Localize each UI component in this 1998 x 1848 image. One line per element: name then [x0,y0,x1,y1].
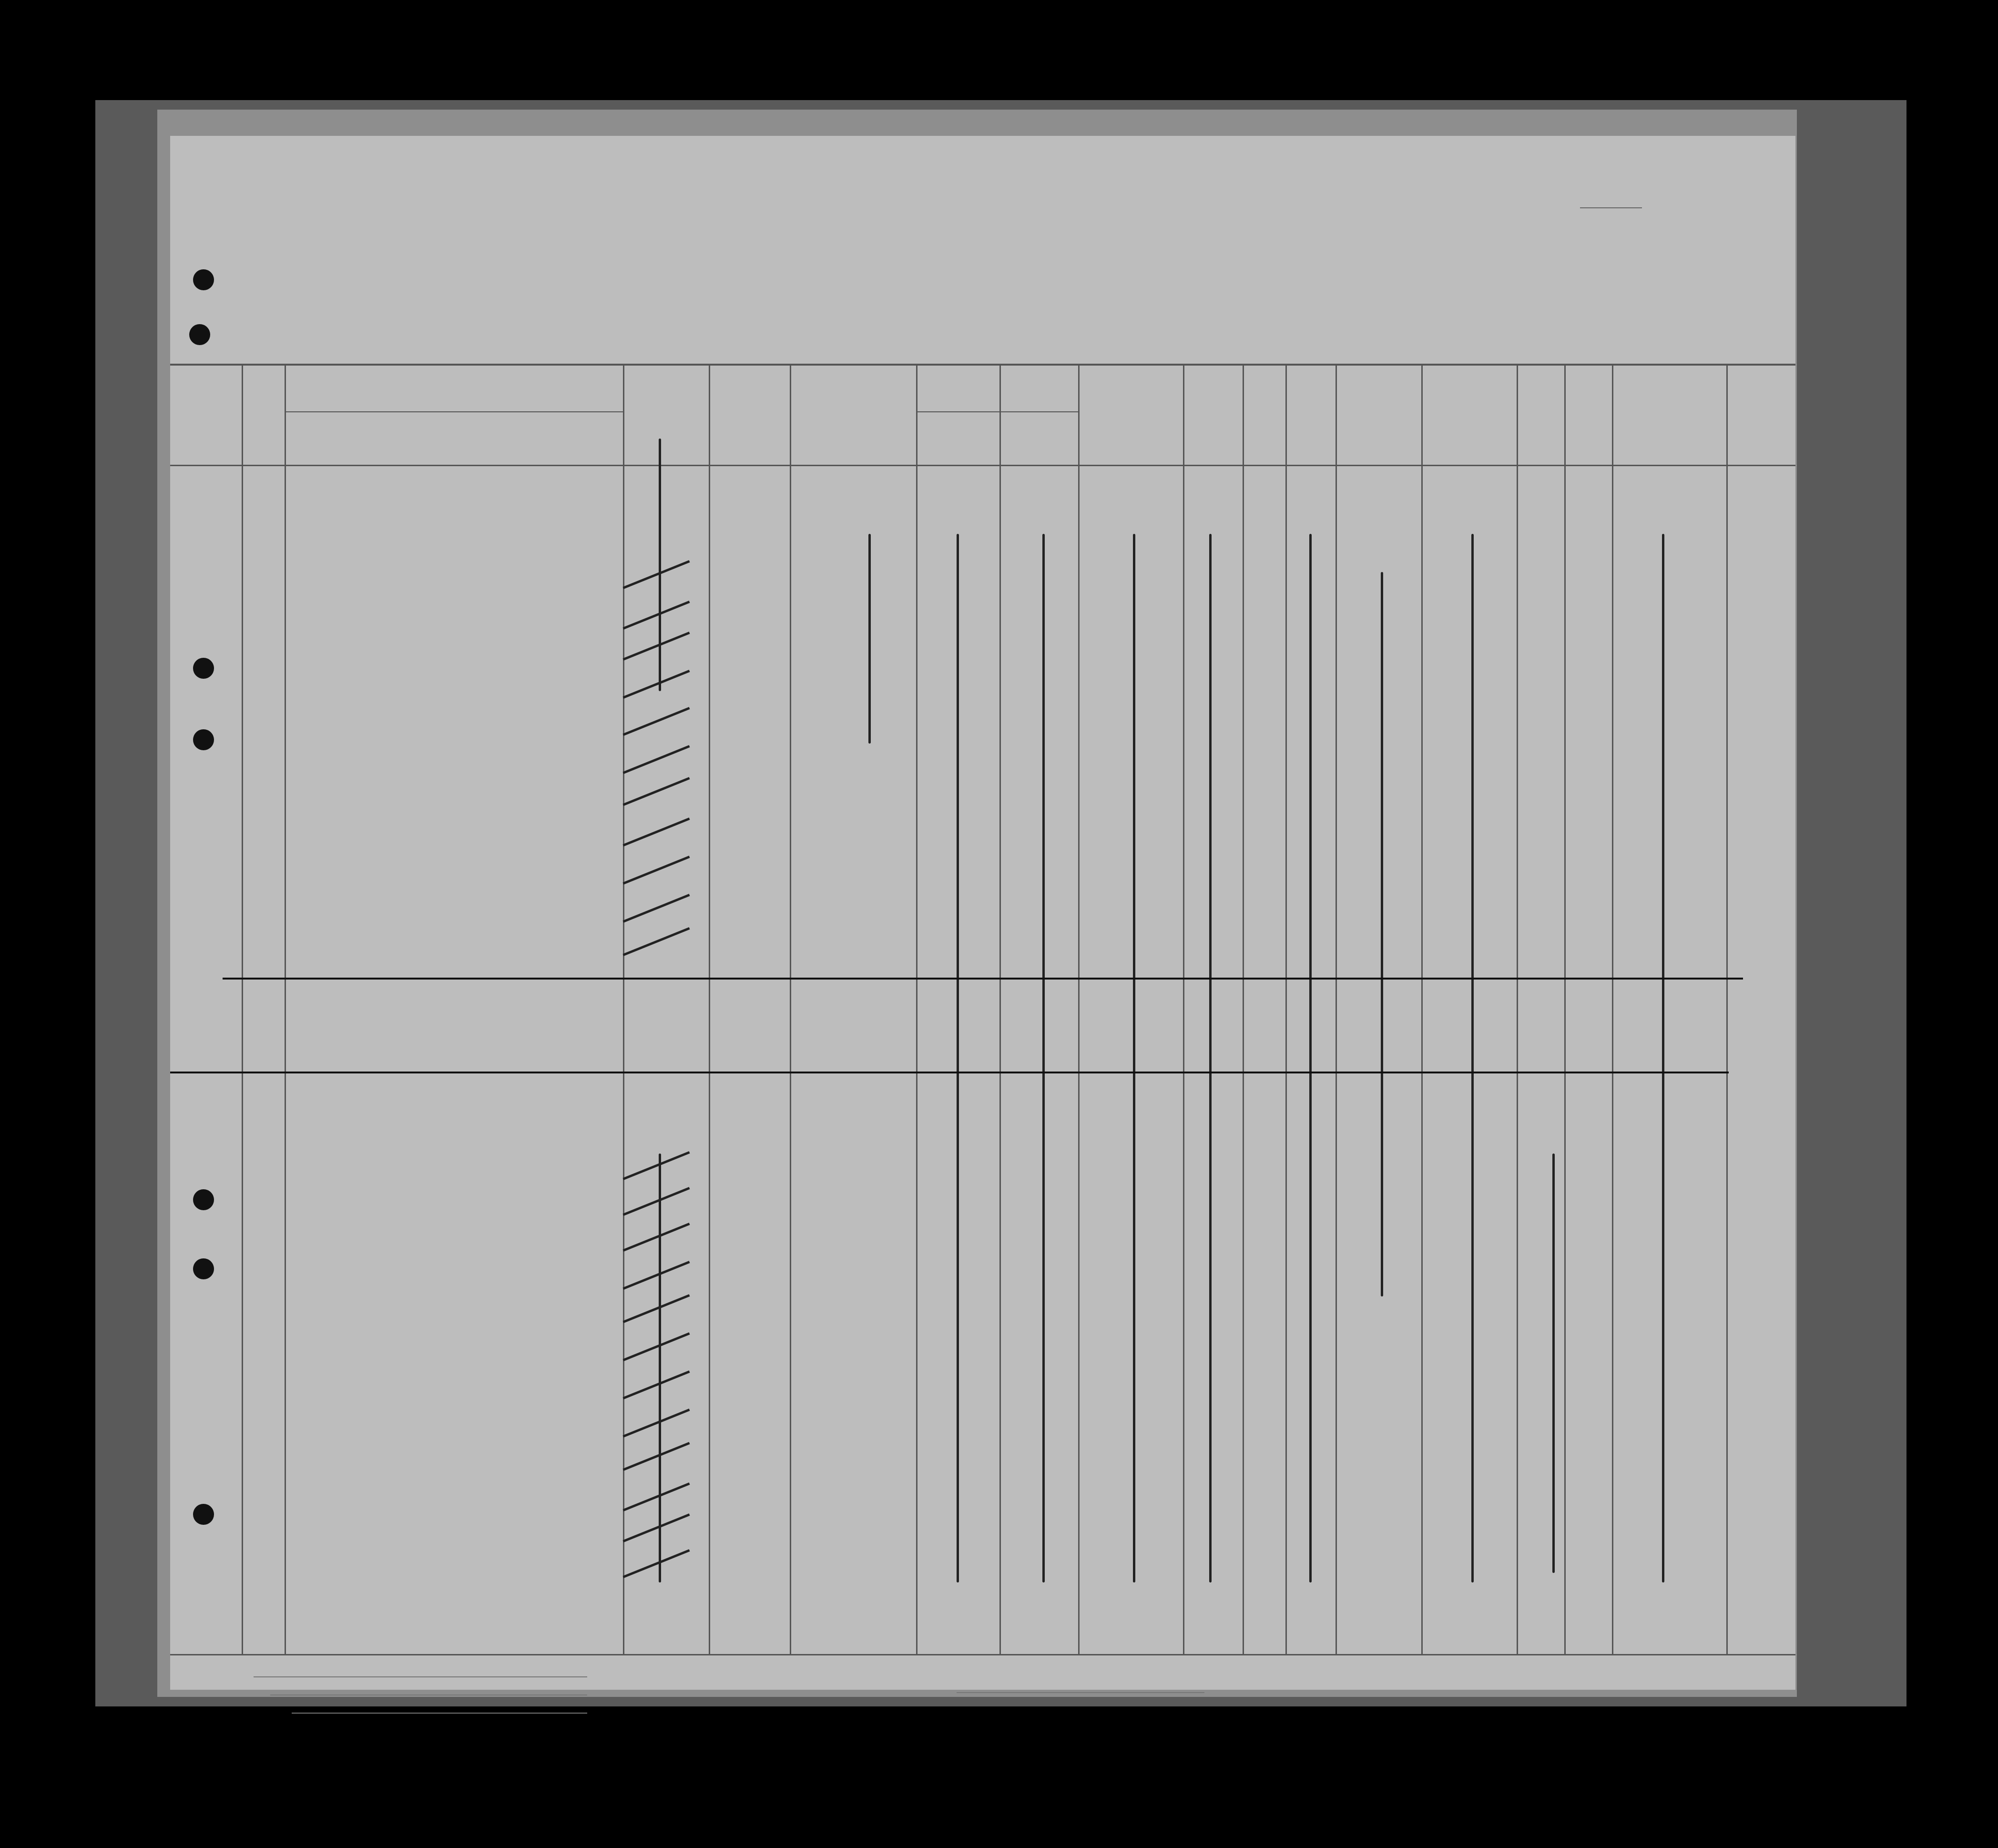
ditto-stroke [1042,1154,1045,1583]
punch-hole [193,1189,214,1210]
ditto-stroke [1471,1154,1474,1583]
column-rule [1564,365,1566,1654]
punch-hole [193,1258,214,1279]
table-bottom-rule [170,1654,1795,1655]
column-rule [285,365,286,1654]
column-rule [790,365,791,1654]
tick-mark [623,707,690,736]
ditto-stroke [1309,1154,1312,1583]
column-rule [1078,365,1080,1654]
inspector-underline [957,1692,1204,1693]
tick-mark [623,1332,690,1361]
column-rule [916,365,917,1654]
tick-mark [623,1409,690,1438]
ditto-stroke [1662,1154,1664,1583]
column-rule [1335,365,1337,1654]
sheet-line [1580,207,1642,208]
tick-mark [623,894,690,923]
tick-mark [623,632,690,661]
column-rule [242,365,243,1654]
tick-mark [623,601,690,630]
tick-mark [623,1513,690,1542]
tick-mark [623,817,690,847]
tick-mark [623,1549,690,1578]
tick-mark [623,856,690,885]
ditto-stroke [1209,1154,1212,1583]
column-rule [1612,365,1613,1654]
footer-underline [254,1676,587,1677]
tick-mark [623,1187,690,1216]
column-rule [1517,365,1518,1654]
ditto-stroke [1552,1154,1555,1573]
column-rule [1726,365,1728,1654]
column-rule [623,365,624,1654]
strike-line [223,978,1743,980]
tick-mark [623,1223,690,1252]
column-rule [1285,365,1287,1654]
ditto-stroke [1133,1154,1135,1583]
table-top-rule [170,364,1795,366]
manifest-page [170,136,1795,1690]
subheader-rule [916,411,1078,412]
punch-hole [193,658,214,679]
ditto-stroke [659,1154,661,1583]
tick-mark [623,1261,690,1290]
tick-mark [623,670,690,699]
tick-mark [623,1294,690,1323]
column-rule [1183,365,1184,1654]
column-rule [709,365,710,1654]
ditto-stroke [659,439,661,691]
ditto-stroke [868,534,871,744]
punch-hole [193,729,214,750]
tick-mark [623,927,690,956]
column-rule [1421,365,1423,1654]
punch-hole [189,324,210,345]
column-rule [1243,365,1244,1654]
punch-hole [193,1504,214,1525]
punch-hole [193,269,214,290]
tick-mark [623,1482,690,1511]
tick-mark [623,1442,690,1471]
header-rule [170,465,1795,466]
footer-underline [292,1713,587,1714]
column-rule [999,365,1001,1654]
tick-mark [623,777,690,806]
ditto-stroke [957,1154,959,1583]
subheader-rule [285,411,623,412]
strike-line [170,1072,1729,1073]
ditto-stroke [1381,572,1383,1297]
tick-mark [623,560,690,589]
tick-mark [623,1151,690,1180]
tick-mark [623,1370,690,1399]
tick-mark [623,745,690,774]
